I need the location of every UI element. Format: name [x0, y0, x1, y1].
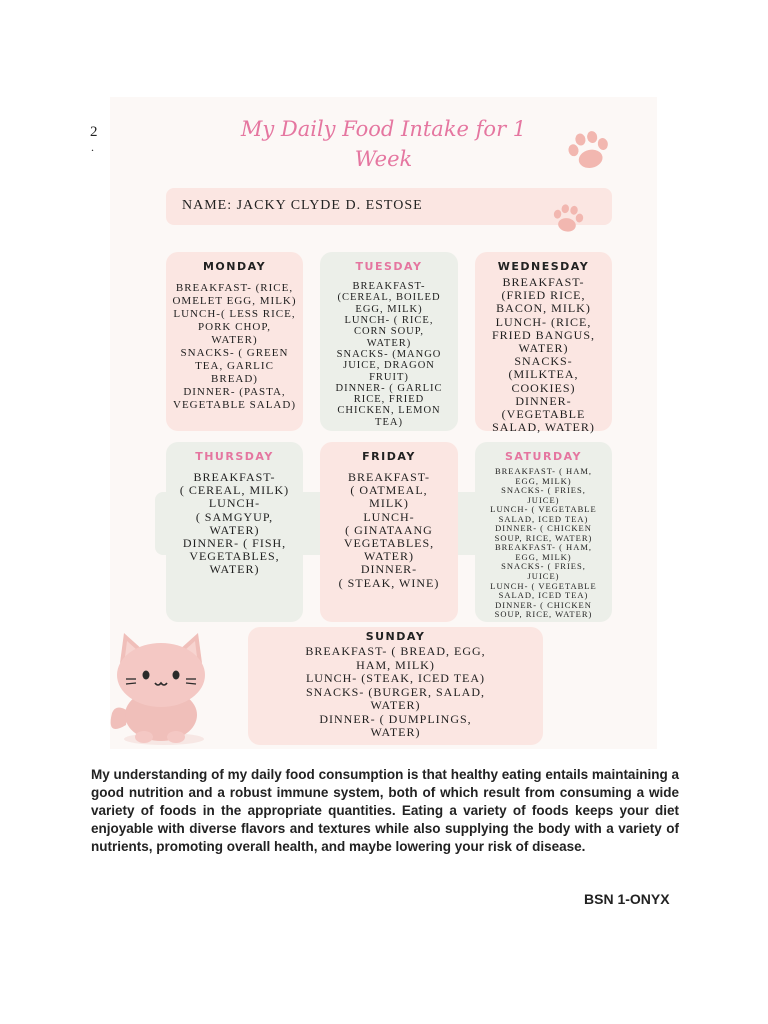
name-box	[166, 188, 612, 225]
list-number: 2	[90, 124, 98, 140]
day-card-saturday	[475, 442, 612, 622]
day-card-wednesday	[475, 252, 612, 435]
day-card-sunday	[248, 627, 543, 745]
day-label: SATURDAY	[504, 450, 583, 463]
cat-illustration-icon	[106, 627, 214, 747]
day-label: SUNDAY	[365, 630, 426, 643]
poster-title-line1: My Daily Food Intake for 1	[240, 117, 527, 141]
paw-print-small-icon	[548, 202, 588, 236]
day-menu: BREAKFAST- ( OATMEAL, MILK) LUNCH- ( GINATAANG VEGETABLES, WATER) DINNER- ( STEAK, WINE)	[338, 470, 440, 590]
day-card-thursday	[166, 442, 303, 622]
day-menu: BREAKFAST- ( CEREAL, MILK) LUNCH- ( SAMGYUP, WATER) DINNER- ( FISH, VEGETABLES, WATER)	[179, 470, 290, 577]
poster-title-line2: Week	[354, 147, 413, 171]
day-label: MONDAY	[202, 260, 267, 273]
day-menu: BREAKFAST- (CEREAL, BOILED EGG, MILK) LUNCH- ( RICE, CORN SOUP, WATER) SNACKS- (MANGO JUICE, DRAGON FRUIT) DINNER- ( GARLIC RICE, FRIED CHICKEN, LEMON TEA)	[335, 280, 443, 428]
day-menu: BREAKFAST- (RICE, OMELET EGG, MILK) LUNCH-( LESS RICE, PORK CHOP, WATER) SNACKS- ( GREEN TEA, GARLIC BREAD) DINNER- (PASTA, VEGETABLE SALAD)	[172, 281, 297, 411]
section-label: BSN 1-ONYX	[584, 891, 670, 907]
day-card-friday	[320, 442, 458, 622]
food-intake-poster	[110, 97, 657, 749]
day-menu: BREAKFAST- ( HAM, EGG, MILK) SNACKS- ( FRIES, JUICE) LUNCH- ( VEGETABLE SALAD, ICED TEA) DINNER- ( CHICKEN SOUP, RICE, WATER) BREAKFAST- ( HAM, EGG, MILK) SNACKS- ( FRIES, JUICE) LUNCH- ( VEGETABLE SALAD, ICED TEA) DINNER- ( CHICKEN SOUP, RICE, WATER)	[490, 466, 597, 620]
day-menu: BREAKFAST- ( BREAD, EGG, HAM, MILK) LUNCH- (STEAK, ICED TEA) SNACKS- (BURGER, SALAD, WATER) DINNER- ( DUMPLINGS, WATER)	[305, 644, 486, 739]
day-label: FRIDAY	[362, 450, 416, 463]
day-label: THURSDAY	[195, 450, 274, 463]
day-menu: BREAKFAST- (FRIED RICE, BACON, MILK) LUNCH- (RICE, FRIED BANGUS, WATER) SNACKS- (MILKTEA, COOKIES) DINNER- (VEGETABLE SALAD, WATER)	[491, 275, 595, 435]
day-card-tuesday	[320, 252, 458, 431]
paw-print-icon	[562, 129, 616, 173]
student-name: NAME: JACKY CLYDE D. ESTOSE	[182, 198, 423, 213]
reflection-paragraph: My understanding of my daily food consumption is that healthy eating entails maintaining a good nutrition and a robust immune system, both of which result from consuming a wide variety of foods in the appropriate quantities. Eating a variety of foods keeps your diet enjoyable with diverse flavors and textures while also supplying the body with a variety of nutrients, promoting overall health, and maybe lowering your risk of disease.	[91, 767, 679, 854]
day-label: WEDNESDAY	[497, 260, 590, 273]
day-label: TUESDAY	[355, 260, 423, 273]
list-dot: .	[91, 140, 94, 154]
day-card-monday	[166, 252, 303, 431]
